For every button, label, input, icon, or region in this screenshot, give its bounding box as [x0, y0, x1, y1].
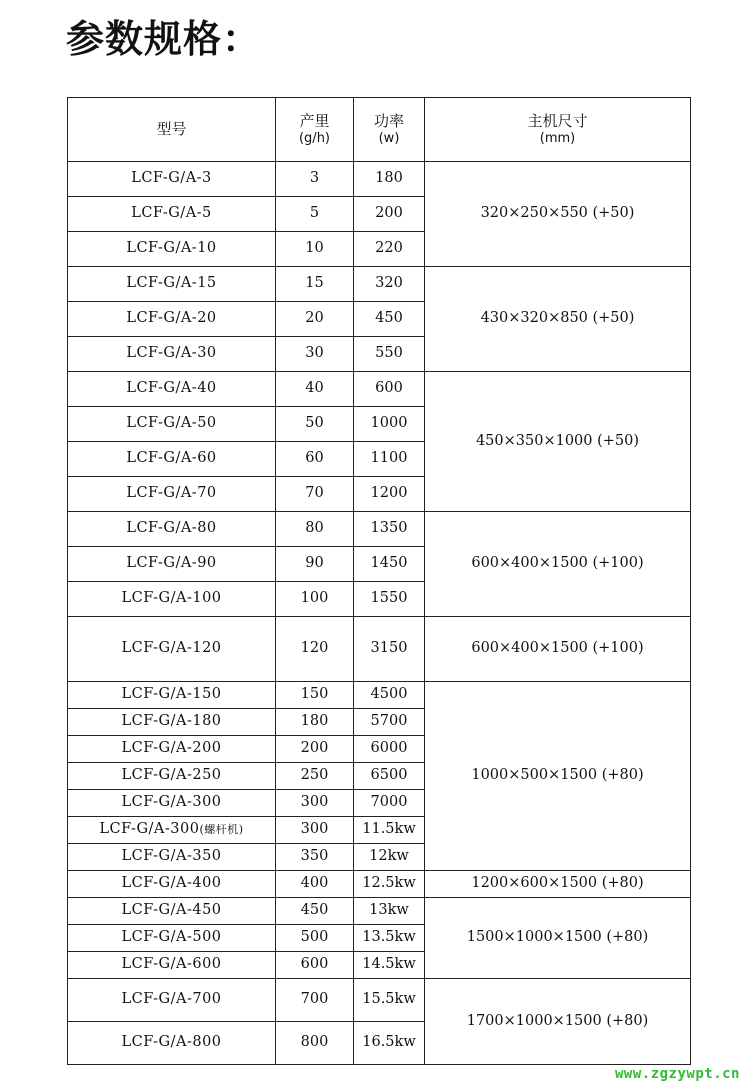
- model-cell: LCF-G/A-600: [68, 952, 276, 979]
- table-row: [68, 372, 691, 407]
- model-cell: LCF-G/A-700: [68, 979, 276, 1022]
- power-cell: 11.5kw: [354, 817, 425, 844]
- output-cell: 250: [276, 763, 354, 790]
- header-output-label: 产里: [299, 111, 330, 130]
- size-cell: 430×320×850 (+50): [425, 267, 691, 372]
- output-cell: 60: [276, 442, 354, 477]
- header-model: [68, 98, 276, 162]
- model-cell: LCF-G/A-350: [68, 844, 276, 871]
- header-power-unit: (w): [378, 131, 400, 147]
- output-cell: 450: [276, 898, 354, 925]
- power-cell: 12kw: [354, 844, 425, 871]
- output-cell: 350: [276, 844, 354, 871]
- power-cell: 1000: [354, 407, 425, 442]
- table-row: [68, 979, 691, 1022]
- model-cell: LCF-G/A-180: [68, 709, 276, 736]
- output-cell: 80: [276, 512, 354, 547]
- output-cell: 5: [276, 197, 354, 232]
- table-row: [68, 617, 691, 682]
- power-cell: 7000: [354, 790, 425, 817]
- model-cell: LCF-G/A-50: [68, 407, 276, 442]
- table-row: [68, 162, 691, 197]
- model-note: (螺杆机): [199, 823, 244, 837]
- header-size-unit: (mm): [539, 131, 576, 147]
- output-cell: 40: [276, 372, 354, 407]
- power-cell: 1100: [354, 442, 425, 477]
- header-size-label: 主机尺寸: [527, 111, 588, 130]
- table-row: [68, 682, 691, 709]
- spec-table: [67, 97, 691, 1065]
- header-size: [425, 98, 691, 162]
- model-cell: LCF-G/A-40: [68, 372, 276, 407]
- model-cell: LCF-G/A-15: [68, 267, 276, 302]
- output-cell: 50: [276, 407, 354, 442]
- model-cell: [68, 817, 276, 844]
- model-cell: LCF-G/A-800: [68, 1022, 276, 1065]
- model-cell: LCF-G/A-150: [68, 682, 276, 709]
- power-cell: 13.5kw: [354, 925, 425, 952]
- power-cell: 200: [354, 197, 425, 232]
- model-cell: LCF-G/A-80: [68, 512, 276, 547]
- output-cell: 3: [276, 162, 354, 197]
- size-cell: 1500×1000×1500 (+80): [425, 898, 691, 979]
- output-cell: 15: [276, 267, 354, 302]
- output-cell: 500: [276, 925, 354, 952]
- power-cell: 1350: [354, 512, 425, 547]
- power-cell: 6000: [354, 736, 425, 763]
- model-cell: LCF-G/A-250: [68, 763, 276, 790]
- power-cell: 13kw: [354, 898, 425, 925]
- power-cell: 5700: [354, 709, 425, 736]
- model-cell: LCF-G/A-5: [68, 197, 276, 232]
- page-title: 参数规格：: [66, 17, 262, 61]
- model-cell: LCF-G/A-450: [68, 898, 276, 925]
- power-cell: 1550: [354, 582, 425, 617]
- power-cell: 1200: [354, 477, 425, 512]
- header-output: [276, 98, 354, 162]
- model-cell: LCF-G/A-10: [68, 232, 276, 267]
- output-cell: 200: [276, 736, 354, 763]
- power-cell: 15.5kw: [354, 979, 425, 1022]
- power-cell: 550: [354, 337, 425, 372]
- model-cell: LCF-G/A-60: [68, 442, 276, 477]
- header-row: [68, 98, 691, 162]
- size-cell: 600×400×1500 (+100): [425, 512, 691, 617]
- output-cell: 600: [276, 952, 354, 979]
- size-cell: 1700×1000×1500 (+80): [425, 979, 691, 1065]
- model-cell: LCF-G/A-300: [68, 790, 276, 817]
- output-cell: 400: [276, 871, 354, 898]
- model-cell: LCF-G/A-70: [68, 477, 276, 512]
- model-cell: LCF-G/A-400: [68, 871, 276, 898]
- model-label: LCF-G/A-300: [99, 821, 200, 838]
- power-cell: 6500: [354, 763, 425, 790]
- model-cell: LCF-G/A-90: [68, 547, 276, 582]
- power-cell: 4500: [354, 682, 425, 709]
- header-power: [354, 98, 425, 162]
- power-cell: 450: [354, 302, 425, 337]
- output-cell: 800: [276, 1022, 354, 1065]
- power-cell: 14.5kw: [354, 952, 425, 979]
- power-cell: 180: [354, 162, 425, 197]
- output-cell: 150: [276, 682, 354, 709]
- power-cell: 320: [354, 267, 425, 302]
- size-cell: 450×350×1000 (+50): [425, 372, 691, 512]
- header-power-label: 功率: [373, 111, 404, 130]
- output-cell: 30: [276, 337, 354, 372]
- output-cell: 10: [276, 232, 354, 267]
- output-cell: 70: [276, 477, 354, 512]
- model-cell: LCF-G/A-200: [68, 736, 276, 763]
- power-cell: 220: [354, 232, 425, 267]
- output-cell: 90: [276, 547, 354, 582]
- size-cell: 1000×500×1500 (+80): [425, 682, 691, 871]
- output-cell: 700: [276, 979, 354, 1022]
- power-cell: 12.5kw: [354, 871, 425, 898]
- model-cell: LCF-G/A-30: [68, 337, 276, 372]
- table-row: [68, 871, 691, 898]
- power-cell: 16.5kw: [354, 1022, 425, 1065]
- table-row: [68, 512, 691, 547]
- watermark: www.zgzywpt.cn: [614, 1066, 740, 1082]
- output-cell: 300: [276, 817, 354, 844]
- size-cell: 600×400×1500 (+100): [425, 617, 691, 682]
- output-cell: 300: [276, 790, 354, 817]
- power-cell: 1450: [354, 547, 425, 582]
- header-model-label: 型号: [156, 120, 187, 139]
- output-cell: 120: [276, 617, 354, 682]
- model-cell: LCF-G/A-120: [68, 617, 276, 682]
- size-cell: 1200×600×1500 (+80): [425, 871, 691, 898]
- output-cell: 100: [276, 582, 354, 617]
- model-cell: LCF-G/A-500: [68, 925, 276, 952]
- output-cell: 20: [276, 302, 354, 337]
- model-cell: LCF-G/A-100: [68, 582, 276, 617]
- power-cell: 600: [354, 372, 425, 407]
- model-cell: LCF-G/A-20: [68, 302, 276, 337]
- size-cell: 320×250×550 (+50): [425, 162, 691, 267]
- output-cell: 180: [276, 709, 354, 736]
- header-output-unit: (g/h): [298, 131, 330, 147]
- power-cell: 3150: [354, 617, 425, 682]
- model-cell: LCF-G/A-3: [68, 162, 276, 197]
- table-row: [68, 267, 691, 302]
- table-row: [68, 898, 691, 925]
